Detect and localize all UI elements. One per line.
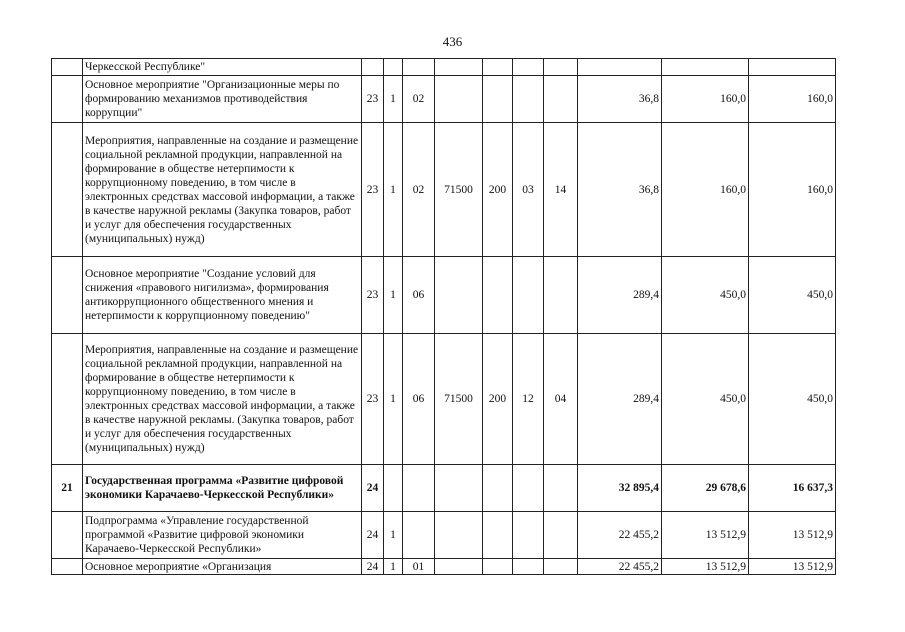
amount-year-3: 13 512,9 — [749, 559, 836, 575]
amount-year-1: 22 455,2 — [578, 559, 662, 575]
amount-year-3: 160,0 — [749, 76, 836, 123]
code-expense-type — [483, 559, 513, 575]
row-number — [52, 123, 83, 257]
code-gp: 24 — [362, 559, 384, 575]
code-subsection — [544, 465, 578, 512]
row-name: Мероприятия, направленные на создание и размещение социальной рекламной продукции, направленной на формирование в обществе нетерпимости к коррупционному поведению, в том числе в электронных средствах массовой информации, а также в качестве наружной рекламы (Закупка товаров, работ и услуг для обеспечения государственных (муниципальных) нужд) — [83, 123, 362, 257]
code-pp: 1 — [384, 334, 403, 465]
code-gp: 23 — [362, 123, 384, 257]
amount-year-1: 289,4 — [578, 257, 662, 334]
amount-year-3: 450,0 — [749, 334, 836, 465]
amount-year-1: 36,8 — [578, 76, 662, 123]
code-pp: 1 — [384, 123, 403, 257]
amount-year-3: 13 512,9 — [749, 512, 836, 559]
amount-year-1: 289,4 — [578, 334, 662, 465]
row-name: Черкесской Республике" — [83, 59, 362, 76]
code-gp: 23 — [362, 257, 384, 334]
row-name: Мероприятия, направленные на создание и размещение социальной рекламной продукции, направленной на формирование в обществе нетерпимости к коррупционному поведению, в том числе в электронных средствах массовой информации, а также в качестве наружной рекламы. (Закупка товаров, работ и услуг для обеспечения государственных (муниципальных) нужд) — [83, 334, 362, 465]
amount-year-2: 450,0 — [662, 257, 749, 334]
code-om — [403, 59, 435, 76]
code-pp — [384, 59, 403, 76]
code-expense-type: 200 — [483, 123, 513, 257]
code-section — [513, 512, 544, 559]
amount-year-2 — [662, 59, 749, 76]
code-direction — [435, 512, 483, 559]
code-section — [513, 559, 544, 575]
code-section — [513, 76, 544, 123]
code-subsection — [544, 512, 578, 559]
code-subsection — [544, 59, 578, 76]
table-row — [52, 512, 836, 559]
table-row — [52, 76, 836, 123]
row-name: Государственная программа «Развитие цифровой экономики Карачаево-Черкесской Республики» — [83, 465, 362, 512]
row-name: Основное мероприятие «Организация — [83, 559, 362, 575]
code-pp: 1 — [384, 76, 403, 123]
budget-table — [51, 58, 836, 575]
code-section: 03 — [513, 123, 544, 257]
amount-year-3: 450,0 — [749, 257, 836, 334]
row-number — [52, 59, 83, 76]
code-om: 06 — [403, 334, 435, 465]
code-gp: 24 — [362, 465, 384, 512]
code-om: 02 — [403, 76, 435, 123]
amount-year-3: 160,0 — [749, 123, 836, 257]
code-direction — [435, 257, 483, 334]
table-row — [52, 559, 836, 575]
code-section — [513, 465, 544, 512]
code-direction — [435, 76, 483, 123]
row-number — [52, 76, 83, 123]
code-om — [403, 512, 435, 559]
code-subsection — [544, 76, 578, 123]
code-om: 02 — [403, 123, 435, 257]
code-gp — [362, 59, 384, 76]
amount-year-2: 13 512,9 — [662, 559, 749, 575]
row-number — [52, 512, 83, 559]
table-row — [52, 123, 836, 257]
amount-year-2: 450,0 — [662, 334, 749, 465]
table-row — [52, 334, 836, 465]
code-om — [403, 465, 435, 512]
amount-year-1: 22 455,2 — [578, 512, 662, 559]
code-subsection: 04 — [544, 334, 578, 465]
amount-year-2: 13 512,9 — [662, 512, 749, 559]
row-number: 21 — [52, 465, 83, 512]
code-section — [513, 59, 544, 76]
code-subsection: 14 — [544, 123, 578, 257]
amount-year-1 — [578, 59, 662, 76]
row-number — [52, 257, 83, 334]
code-expense-type — [483, 512, 513, 559]
row-number — [52, 334, 83, 465]
code-om: 06 — [403, 257, 435, 334]
code-pp: 1 — [384, 512, 403, 559]
code-direction: 71500 — [435, 123, 483, 257]
amount-year-1: 36,8 — [578, 123, 662, 257]
code-gp: 23 — [362, 334, 384, 465]
code-expense-type — [483, 59, 513, 76]
code-pp — [384, 465, 403, 512]
amount-year-2: 29 678,6 — [662, 465, 749, 512]
code-direction — [435, 465, 483, 512]
row-number — [52, 559, 83, 575]
code-section — [513, 257, 544, 334]
amount-year-3 — [749, 59, 836, 76]
page-number: 436 — [442, 34, 463, 49]
amount-year-3: 16 637,3 — [749, 465, 836, 512]
code-gp: 24 — [362, 512, 384, 559]
code-expense-type — [483, 76, 513, 123]
code-expense-type: 200 — [483, 334, 513, 465]
code-pp: 1 — [384, 559, 403, 575]
code-pp: 1 — [384, 257, 403, 334]
table-row — [52, 465, 836, 512]
amount-year-2: 160,0 — [662, 123, 749, 257]
code-direction — [435, 59, 483, 76]
code-om: 01 — [403, 559, 435, 575]
table-row — [52, 59, 836, 76]
code-expense-type — [483, 465, 513, 512]
row-name: Основное мероприятие "Организационные меры по формированию механизмов противодействия коррупции" — [83, 76, 362, 123]
code-direction: 71500 — [435, 334, 483, 465]
code-gp: 23 — [362, 76, 384, 123]
code-expense-type — [483, 257, 513, 334]
amount-year-2: 160,0 — [662, 76, 749, 123]
row-name: Подпрограмма «Управление государственной программой «Развитие цифровой экономики Карачаево-Черкесской Республики» — [83, 512, 362, 559]
table-row — [52, 257, 836, 334]
code-subsection — [544, 257, 578, 334]
row-name: Основное мероприятие "Создание условий для снижения «правового нигилизма», формирования антикоррупционного общественного мнения и нетерпимости к коррупционному поведению" — [83, 257, 362, 334]
code-direction — [435, 559, 483, 575]
code-section: 12 — [513, 334, 544, 465]
amount-year-1: 32 895,4 — [578, 465, 662, 512]
code-subsection — [544, 559, 578, 575]
